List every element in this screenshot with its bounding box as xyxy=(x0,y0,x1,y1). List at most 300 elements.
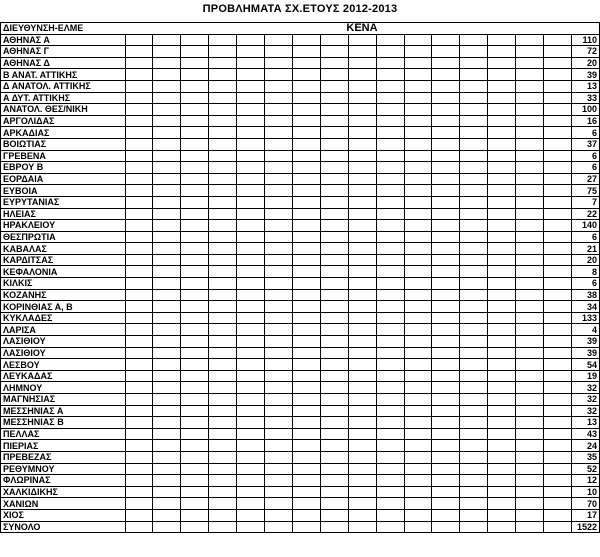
row-value: 140 xyxy=(572,220,600,232)
empty-cell xyxy=(348,69,376,81)
row-label: ΓΡΕΒΕΝΑ xyxy=(1,150,126,162)
empty-cell xyxy=(376,162,404,174)
empty-cell xyxy=(153,278,181,290)
empty-cell xyxy=(544,417,572,429)
empty-cell xyxy=(125,254,153,266)
row-value: 6 xyxy=(572,231,600,243)
empty-cell xyxy=(544,509,572,521)
empty-cell xyxy=(544,475,572,487)
empty-cell xyxy=(265,208,293,220)
empty-cell xyxy=(432,463,460,475)
empty-cell xyxy=(125,220,153,232)
empty-cell xyxy=(376,69,404,81)
empty-cell xyxy=(237,370,265,382)
empty-cell xyxy=(460,521,488,533)
empty-cell xyxy=(125,301,153,313)
empty-cell xyxy=(404,428,432,440)
empty-cell xyxy=(292,347,320,359)
empty-cell xyxy=(181,127,209,139)
empty-cell xyxy=(292,46,320,58)
empty-cell xyxy=(153,486,181,498)
empty-cell xyxy=(265,34,293,46)
empty-cell xyxy=(125,475,153,487)
row-label: ΠΕΛΛΑΣ xyxy=(1,428,126,440)
empty-cell xyxy=(320,382,348,394)
table-row xyxy=(1,46,600,58)
empty-cell xyxy=(209,359,237,371)
empty-cell xyxy=(488,185,516,197)
empty-cell xyxy=(209,243,237,255)
empty-cell xyxy=(516,220,544,232)
empty-cell xyxy=(153,312,181,324)
empty-cell xyxy=(460,150,488,162)
empty-cell xyxy=(209,509,237,521)
empty-cell xyxy=(237,417,265,429)
empty-cell xyxy=(376,509,404,521)
empty-cell xyxy=(404,231,432,243)
empty-cell xyxy=(376,440,404,452)
row-label: ΧΙΟΣ xyxy=(1,509,126,521)
empty-cell xyxy=(404,498,432,510)
empty-cell xyxy=(432,428,460,440)
empty-cell xyxy=(516,359,544,371)
empty-cell xyxy=(292,498,320,510)
row-value: 32 xyxy=(572,382,600,394)
empty-cell xyxy=(432,521,460,533)
empty-cell xyxy=(544,486,572,498)
empty-cell xyxy=(320,359,348,371)
empty-cell xyxy=(460,173,488,185)
empty-cell xyxy=(488,521,516,533)
table-row xyxy=(1,475,600,487)
empty-cell xyxy=(209,475,237,487)
row-label: ΠΙΕΡΙΑΣ xyxy=(1,440,126,452)
empty-cell xyxy=(181,451,209,463)
empty-cell xyxy=(292,127,320,139)
empty-cell xyxy=(181,220,209,232)
empty-cell xyxy=(320,370,348,382)
empty-cell xyxy=(516,80,544,92)
empty-cell xyxy=(181,162,209,174)
empty-cell xyxy=(125,324,153,336)
empty-cell xyxy=(181,347,209,359)
empty-cell xyxy=(209,69,237,81)
empty-cell xyxy=(404,208,432,220)
empty-cell xyxy=(544,324,572,336)
empty-cell xyxy=(376,451,404,463)
empty-cell xyxy=(265,162,293,174)
empty-cell xyxy=(544,115,572,127)
column-header-direction: ΔΙΕΥΘΥΝΣΗ-ΕΛΜΕ xyxy=(1,23,126,35)
row-label: ΚΙΛΚΙΣ xyxy=(1,278,126,290)
row-value: 8 xyxy=(572,266,600,278)
empty-cell xyxy=(153,475,181,487)
empty-cell xyxy=(265,370,293,382)
empty-cell xyxy=(544,463,572,475)
table-row xyxy=(1,173,600,185)
empty-cell xyxy=(209,266,237,278)
row-value: 16 xyxy=(572,115,600,127)
row-label: ΚΥΚΛΑΔΕΣ xyxy=(1,312,126,324)
empty-cell xyxy=(516,486,544,498)
empty-cell xyxy=(292,324,320,336)
empty-cell xyxy=(153,301,181,313)
table-row xyxy=(1,208,600,220)
empty-cell xyxy=(404,196,432,208)
row-value: 13 xyxy=(572,417,600,429)
empty-cell xyxy=(265,324,293,336)
empty-cell xyxy=(348,104,376,116)
empty-cell xyxy=(292,69,320,81)
empty-cell xyxy=(153,196,181,208)
empty-cell xyxy=(432,80,460,92)
empty-cell xyxy=(265,196,293,208)
empty-cell xyxy=(125,173,153,185)
empty-cell xyxy=(237,92,265,104)
empty-cell xyxy=(432,254,460,266)
empty-cell xyxy=(292,405,320,417)
empty-cell xyxy=(181,486,209,498)
empty-cell xyxy=(432,92,460,104)
empty-cell xyxy=(544,394,572,406)
empty-cell xyxy=(181,138,209,150)
empty-cell xyxy=(516,57,544,69)
empty-cell xyxy=(265,451,293,463)
empty-cell xyxy=(320,428,348,440)
empty-cell xyxy=(432,394,460,406)
empty-cell xyxy=(404,440,432,452)
empty-cell xyxy=(376,324,404,336)
empty-cell xyxy=(376,405,404,417)
row-value: 52 xyxy=(572,463,600,475)
empty-cell xyxy=(516,127,544,139)
empty-cell xyxy=(488,196,516,208)
empty-cell xyxy=(516,382,544,394)
empty-cell xyxy=(153,220,181,232)
table-row xyxy=(1,312,600,324)
empty-cell xyxy=(292,475,320,487)
empty-cell xyxy=(460,405,488,417)
empty-cell xyxy=(153,162,181,174)
empty-cell xyxy=(237,254,265,266)
empty-cell xyxy=(376,243,404,255)
row-value: 100 xyxy=(572,104,600,116)
empty-cell xyxy=(181,185,209,197)
empty-cell xyxy=(348,451,376,463)
empty-cell xyxy=(125,231,153,243)
empty-cell xyxy=(376,336,404,348)
empty-cell xyxy=(488,301,516,313)
empty-cell xyxy=(460,451,488,463)
empty-cell xyxy=(209,173,237,185)
empty-cell xyxy=(432,324,460,336)
empty-cell xyxy=(376,127,404,139)
empty-cell xyxy=(153,417,181,429)
empty-cell xyxy=(516,475,544,487)
table-row xyxy=(1,162,600,174)
empty-cell xyxy=(265,312,293,324)
empty-cell xyxy=(376,104,404,116)
table-row xyxy=(1,382,600,394)
empty-cell xyxy=(376,196,404,208)
empty-cell xyxy=(153,46,181,58)
empty-cell xyxy=(237,150,265,162)
empty-cell xyxy=(292,231,320,243)
empty-cell xyxy=(432,150,460,162)
empty-cell xyxy=(265,347,293,359)
row-label: Α ΔΥΤ. ΑΤΤΙΚΗΣ xyxy=(1,92,126,104)
empty-cell xyxy=(265,173,293,185)
empty-cell xyxy=(348,254,376,266)
empty-cell xyxy=(320,336,348,348)
empty-cell xyxy=(237,324,265,336)
empty-cell xyxy=(516,289,544,301)
row-label: ΛΑΣΙΘΙΟΥ xyxy=(1,347,126,359)
empty-cell xyxy=(432,196,460,208)
empty-cell xyxy=(125,46,153,58)
empty-cell xyxy=(125,486,153,498)
table-header-row xyxy=(1,23,600,35)
row-label: ΗΛΕΙΑΣ xyxy=(1,208,126,220)
table-row xyxy=(1,336,600,348)
empty-cell xyxy=(516,463,544,475)
empty-cell xyxy=(348,382,376,394)
empty-cell xyxy=(404,289,432,301)
empty-cell xyxy=(460,208,488,220)
row-label: ΑΝΑΤΟΛ. ΘΕΣ/ΝΙΚΗ xyxy=(1,104,126,116)
empty-cell xyxy=(209,312,237,324)
empty-cell xyxy=(516,428,544,440)
empty-cell xyxy=(181,509,209,521)
empty-cell xyxy=(125,138,153,150)
empty-cell xyxy=(181,312,209,324)
empty-cell xyxy=(292,173,320,185)
empty-cell xyxy=(516,405,544,417)
empty-cell xyxy=(488,115,516,127)
empty-cell xyxy=(348,521,376,533)
empty-cell xyxy=(460,243,488,255)
row-label: Β ΑΝΑΤ. ΑΤΤΙΚΗΣ xyxy=(1,69,126,81)
empty-cell xyxy=(376,301,404,313)
empty-cell xyxy=(265,417,293,429)
empty-cell xyxy=(209,80,237,92)
empty-cell xyxy=(348,509,376,521)
empty-cell xyxy=(153,208,181,220)
empty-cell xyxy=(125,185,153,197)
empty-cell xyxy=(292,243,320,255)
empty-cell xyxy=(153,382,181,394)
empty-cell xyxy=(320,289,348,301)
empty-cell xyxy=(292,80,320,92)
empty-cell xyxy=(237,34,265,46)
empty-cell xyxy=(237,173,265,185)
empty-cell xyxy=(404,92,432,104)
empty-cell xyxy=(488,417,516,429)
empty-cell xyxy=(348,46,376,58)
empty-cell xyxy=(209,289,237,301)
empty-cell xyxy=(181,69,209,81)
row-label: Δ ΑΝΑΤΟΛ. ΑΤΤΙΚΗΣ xyxy=(1,80,126,92)
row-label: ΕΥΒΟΙΑ xyxy=(1,185,126,197)
empty-cell xyxy=(320,115,348,127)
empty-cell xyxy=(125,243,153,255)
empty-cell xyxy=(320,162,348,174)
empty-cell xyxy=(544,266,572,278)
empty-cell xyxy=(181,150,209,162)
empty-cell xyxy=(209,46,237,58)
empty-cell xyxy=(292,521,320,533)
empty-cell xyxy=(516,266,544,278)
empty-cell xyxy=(125,370,153,382)
empty-cell xyxy=(376,266,404,278)
table-row xyxy=(1,324,600,336)
row-value: 32 xyxy=(572,394,600,406)
empty-cell xyxy=(237,104,265,116)
empty-cell xyxy=(516,324,544,336)
empty-cell xyxy=(516,185,544,197)
empty-cell xyxy=(181,428,209,440)
empty-cell xyxy=(237,220,265,232)
table-row xyxy=(1,254,600,266)
empty-cell xyxy=(348,486,376,498)
empty-cell xyxy=(348,359,376,371)
empty-cell xyxy=(237,394,265,406)
empty-cell xyxy=(488,486,516,498)
table-row xyxy=(1,451,600,463)
empty-cell xyxy=(125,80,153,92)
empty-cell xyxy=(404,370,432,382)
empty-cell xyxy=(209,115,237,127)
empty-cell xyxy=(209,208,237,220)
empty-cell xyxy=(153,57,181,69)
empty-cell xyxy=(544,185,572,197)
empty-cell xyxy=(376,347,404,359)
empty-cell xyxy=(292,289,320,301)
empty-cell xyxy=(209,463,237,475)
empty-cell xyxy=(237,509,265,521)
empty-cell xyxy=(292,463,320,475)
empty-cell xyxy=(460,127,488,139)
empty-cell xyxy=(320,463,348,475)
empty-cell xyxy=(544,405,572,417)
empty-cell xyxy=(125,127,153,139)
empty-cell xyxy=(320,312,348,324)
empty-cell xyxy=(181,208,209,220)
empty-cell xyxy=(432,115,460,127)
empty-cell xyxy=(404,127,432,139)
empty-cell xyxy=(348,405,376,417)
empty-cell xyxy=(181,278,209,290)
empty-cell xyxy=(516,162,544,174)
empty-cell xyxy=(404,69,432,81)
empty-cell xyxy=(516,440,544,452)
empty-cell xyxy=(348,185,376,197)
empty-cell xyxy=(544,92,572,104)
empty-cell xyxy=(488,127,516,139)
empty-cell xyxy=(544,521,572,533)
empty-cell xyxy=(181,231,209,243)
empty-cell xyxy=(292,104,320,116)
empty-cell xyxy=(209,301,237,313)
empty-cell xyxy=(544,254,572,266)
empty-cell xyxy=(488,231,516,243)
empty-cell xyxy=(544,243,572,255)
empty-cell xyxy=(544,301,572,313)
empty-cell xyxy=(265,486,293,498)
empty-cell xyxy=(209,185,237,197)
empty-cell xyxy=(153,254,181,266)
empty-cell xyxy=(265,440,293,452)
row-label: ΠΡΕΒΕΖΑΣ xyxy=(1,451,126,463)
empty-cell xyxy=(376,463,404,475)
empty-cell xyxy=(432,475,460,487)
empty-cell xyxy=(348,498,376,510)
empty-cell xyxy=(404,150,432,162)
empty-cell xyxy=(544,336,572,348)
empty-cell xyxy=(460,80,488,92)
row-label: ΚΑΒΑΛΑΣ xyxy=(1,243,126,255)
empty-cell xyxy=(320,34,348,46)
empty-cell xyxy=(181,417,209,429)
empty-cell xyxy=(460,486,488,498)
empty-cell xyxy=(404,486,432,498)
row-value: 1522 xyxy=(572,521,600,533)
empty-cell xyxy=(237,463,265,475)
empty-cell xyxy=(516,104,544,116)
empty-cell xyxy=(209,440,237,452)
empty-cell xyxy=(432,46,460,58)
empty-cell xyxy=(237,475,265,487)
empty-cell xyxy=(320,521,348,533)
empty-cell xyxy=(209,254,237,266)
empty-cell xyxy=(488,312,516,324)
empty-cell xyxy=(348,92,376,104)
empty-cell xyxy=(320,150,348,162)
empty-cell xyxy=(516,208,544,220)
table-row xyxy=(1,115,600,127)
empty-cell xyxy=(181,266,209,278)
empty-cell xyxy=(320,231,348,243)
empty-cell xyxy=(404,254,432,266)
table-row xyxy=(1,243,600,255)
empty-cell xyxy=(125,289,153,301)
empty-cell xyxy=(153,138,181,150)
empty-cell xyxy=(292,370,320,382)
empty-cell xyxy=(125,347,153,359)
table-row xyxy=(1,34,600,46)
empty-cell xyxy=(376,92,404,104)
empty-cell xyxy=(153,266,181,278)
empty-cell xyxy=(237,185,265,197)
empty-cell xyxy=(320,80,348,92)
empty-cell xyxy=(376,185,404,197)
empty-cell xyxy=(404,347,432,359)
empty-cell xyxy=(488,463,516,475)
empty-cell xyxy=(320,347,348,359)
empty-cell xyxy=(516,46,544,58)
empty-cell xyxy=(320,208,348,220)
empty-cell xyxy=(516,150,544,162)
empty-cell xyxy=(237,208,265,220)
empty-cell xyxy=(320,475,348,487)
empty-cell xyxy=(488,254,516,266)
empty-cell xyxy=(376,46,404,58)
empty-cell xyxy=(181,104,209,116)
empty-cell xyxy=(376,231,404,243)
empty-cell xyxy=(292,382,320,394)
empty-cell xyxy=(209,336,237,348)
empty-cell xyxy=(488,324,516,336)
